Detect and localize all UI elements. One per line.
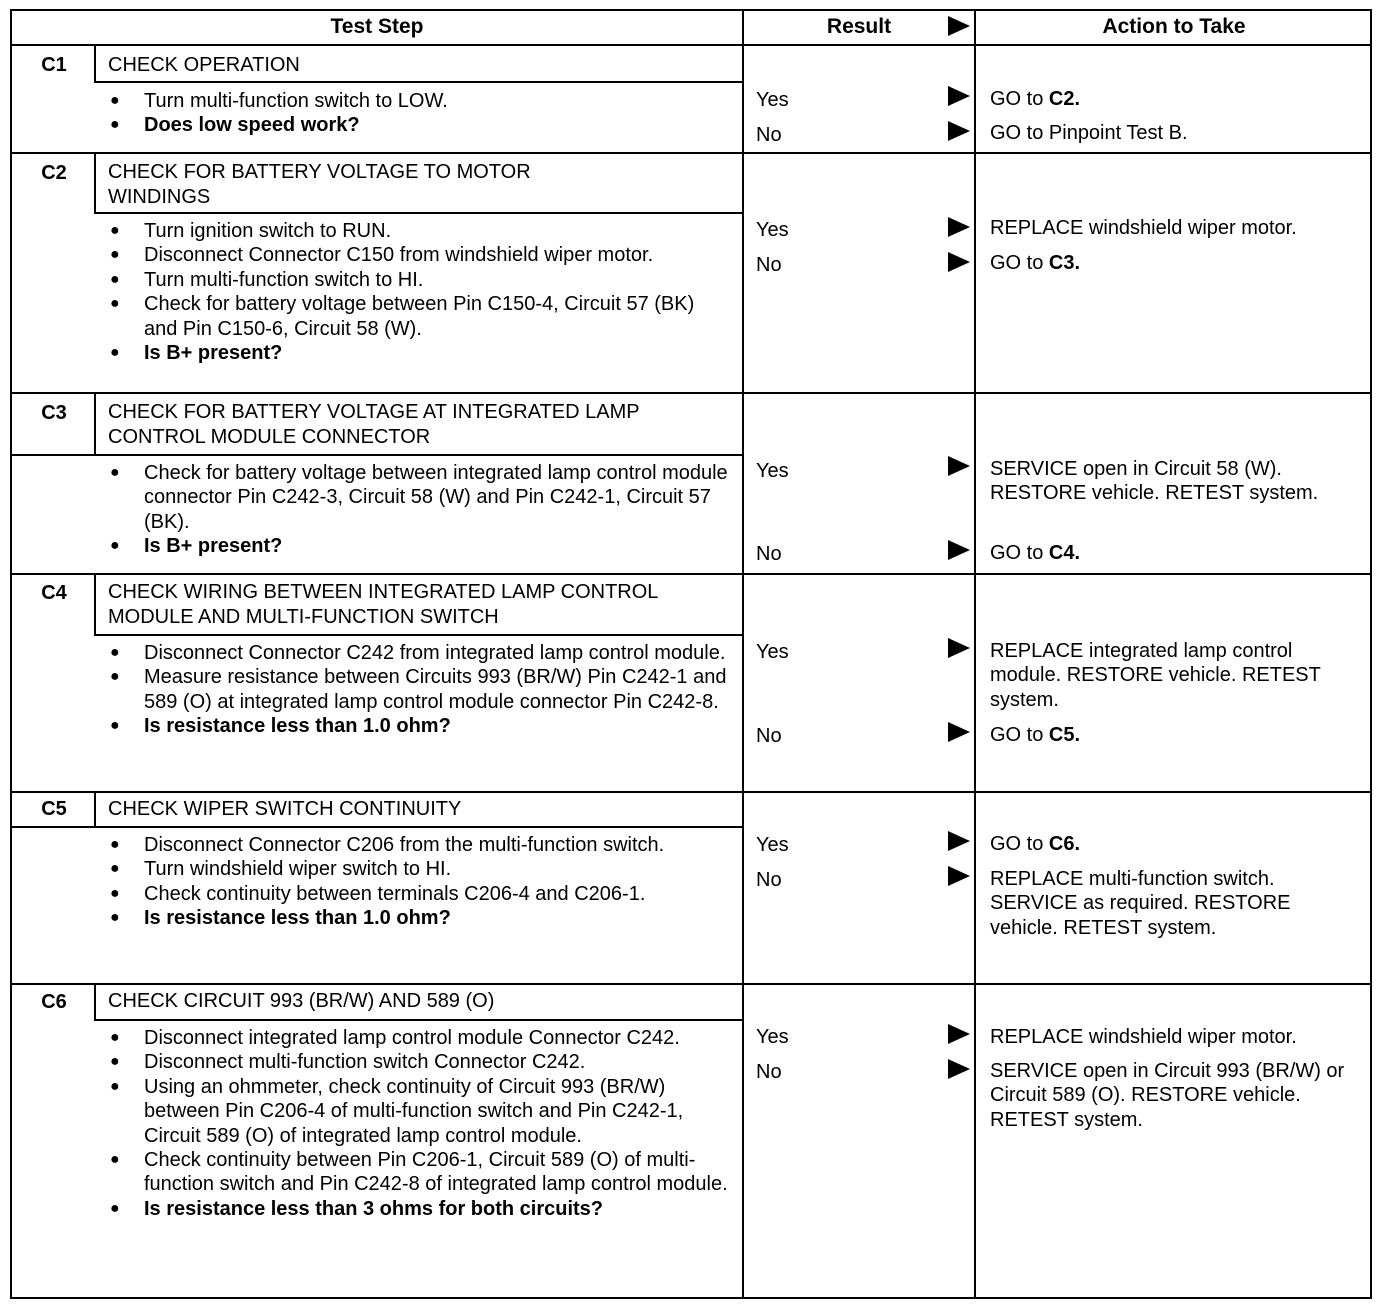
bullet-item: ● Check for battery voltage between Pin C150-4, Circuit 57 (BK) and Pin C150-6, Circuit 58 (W).: [108, 292, 728, 341]
bullet-item: ● Disconnect integrated lamp control module Connector C242.: [108, 1026, 728, 1050]
step-title: CHECK FOR BATTERY VOLTAGE AT INTEGRATED LAMP CONTROL MODULE CONNECTOR: [108, 401, 640, 448]
bullet-question: ● Does low speed work?: [108, 113, 728, 137]
bullet-item: ● Using an ohmmeter, check continuity of Circuit 993 (BR/W) between Pin C206-4 of multi-function switch and Pin C242-1, Circuit 589 (O) of integrated lamp control module.: [108, 1075, 728, 1148]
bullet-item: ● Turn windshield wiper switch to HI.: [108, 857, 728, 881]
header-result: Result: [826, 15, 892, 38]
bullet-item: ● Disconnect Connector C242 from integrated lamp control module.: [108, 641, 728, 665]
action-no: GO to C5.: [990, 724, 1081, 746]
arrow-icon: [948, 866, 970, 886]
row-divider: [12, 152, 1370, 154]
step-bullets: [108, 219, 728, 365]
step-code: C5: [41, 798, 67, 820]
result-yes: Yes: [756, 641, 789, 663]
result-no: No: [756, 254, 782, 276]
bullet-question: ● Is resistance less than 1.0 ohm?: [108, 906, 728, 930]
result-no: No: [756, 725, 782, 747]
bullet-item: ● Turn multi-function switch to HI.: [108, 268, 728, 292]
arrow-icon: [948, 1024, 970, 1044]
action-no: REPLACE multi-function switch. SERVICE as required. RESTORE vehicle. RETEST system.: [990, 868, 1291, 939]
step-title: CHECK FOR BATTERY VOLTAGE TO MOTOR WINDINGS: [108, 161, 531, 208]
result-yes: Yes: [756, 460, 789, 482]
action-no: GO to C3.: [990, 252, 1081, 274]
action-no: GO to C4.: [990, 542, 1081, 564]
row-divider: [12, 392, 1370, 394]
bullet-item: ● Disconnect multi-function switch Connector C242.: [108, 1050, 728, 1074]
bullet-item: ● Disconnect Connector C206 from the multi-function switch.: [108, 833, 728, 857]
arrow-icon: [948, 217, 970, 237]
step-code: C2: [41, 162, 67, 184]
arrow-icon: [948, 831, 970, 851]
result-no: No: [756, 124, 782, 146]
bullet-item: ● Check continuity between terminals C206-4 and C206-1.: [108, 882, 728, 906]
title-divider: [94, 81, 742, 83]
action-yes: SERVICE open in Circuit 58 (W). RESTORE vehicle. RETEST system.: [990, 458, 1319, 505]
column-divider-result: [742, 11, 744, 1297]
row-divider: [12, 573, 1370, 575]
step-code: C3: [41, 402, 67, 424]
action-yes: GO to C6.: [990, 833, 1081, 855]
title-divider: [12, 454, 742, 456]
action-yes: GO to C2.: [990, 88, 1081, 110]
step-title: CHECK WIPER SWITCH CONTINUITY: [108, 798, 462, 820]
bullet-item: ● Turn multi-function switch to LOW.: [108, 89, 728, 113]
step-title: CHECK WIRING BETWEEN INTEGRATED LAMP CONTROL MODULE AND MULTI-FUNCTION SWITCH: [108, 581, 658, 628]
bullet-item: ● Check for battery voltage between integrated lamp control module connector Pin C242-3, Circuit 58 (W) and Pin C242-1, Circuit 57 (BK).: [108, 461, 728, 534]
column-divider-action: [974, 11, 976, 1297]
result-yes: Yes: [756, 219, 789, 241]
header-action: Action to Take: [1102, 15, 1246, 38]
bullet-question: ● Is resistance less than 1.0 ohm?: [108, 714, 728, 738]
step-code: C1: [41, 54, 67, 76]
arrow-icon: [948, 456, 970, 476]
step-bullets: [108, 461, 728, 559]
result-no: No: [756, 869, 782, 891]
result-no: No: [756, 1061, 782, 1083]
arrow-icon: [948, 540, 970, 560]
title-divider: [94, 1019, 742, 1021]
arrow-icon: [948, 1059, 970, 1079]
step-bullets: [108, 89, 728, 138]
action-no: GO to Pinpoint Test B.: [990, 122, 1188, 144]
row-divider: [12, 791, 1370, 793]
bullet-item: ● Check continuity between Pin C206-1, Circuit 589 (O) of multi-function switch and Pin C242-8 of integrated lamp control module.: [108, 1148, 728, 1197]
bullet-item: ● Turn ignition switch to RUN.: [108, 219, 728, 243]
result-yes: Yes: [756, 89, 789, 111]
step-title: CHECK CIRCUIT 993 (BR/W) AND 589 (O): [108, 990, 495, 1012]
result-no: No: [756, 543, 782, 565]
header-divider: [12, 44, 1370, 46]
bullet-item: ● Disconnect Connector C150 from windshield wiper motor.: [108, 243, 728, 267]
step-code: C4: [41, 582, 67, 604]
arrow-icon: [948, 722, 970, 742]
step-bullets: [108, 833, 728, 931]
result-yes: Yes: [756, 834, 789, 856]
step-bullets: [108, 641, 728, 739]
arrow-icon: [948, 252, 970, 272]
step-code: C6: [41, 991, 67, 1013]
step-bullets: [108, 1026, 728, 1221]
bullet-question: ● Is B+ present?: [108, 341, 728, 365]
header-test-step: Test Step: [330, 15, 424, 38]
arrow-icon: [948, 86, 970, 106]
action-yes: REPLACE windshield wiper motor.: [990, 1026, 1297, 1048]
result-yes: Yes: [756, 1026, 789, 1048]
action-yes: REPLACE windshield wiper motor.: [990, 217, 1297, 239]
header-arrow-icon: [948, 16, 970, 36]
action-yes: REPLACE integrated lamp control module. RESTORE vehicle. RETEST system.: [990, 640, 1321, 711]
arrow-icon: [948, 121, 970, 141]
row-divider: [12, 983, 1370, 985]
step-title: CHECK OPERATION: [108, 54, 300, 76]
bullet-question: ● Is resistance less than 3 ohms for both circuits?: [108, 1197, 728, 1221]
diagnostic-table: [10, 9, 1372, 1299]
bullet-question: ● Is B+ present?: [108, 534, 728, 558]
bullet-item: ● Measure resistance between Circuits 993 (BR/W) Pin C242-1 and 589 (O) at integrated lamp control module connector Pin C242-8.: [108, 665, 728, 714]
title-divider: [12, 826, 742, 828]
title-divider: [94, 634, 742, 636]
action-no: SERVICE open in Circuit 993 (BR/W) or Circuit 589 (O). RESTORE vehicle. RETEST system.: [990, 1060, 1345, 1131]
arrow-icon: [948, 638, 970, 658]
title-divider: [94, 212, 742, 214]
